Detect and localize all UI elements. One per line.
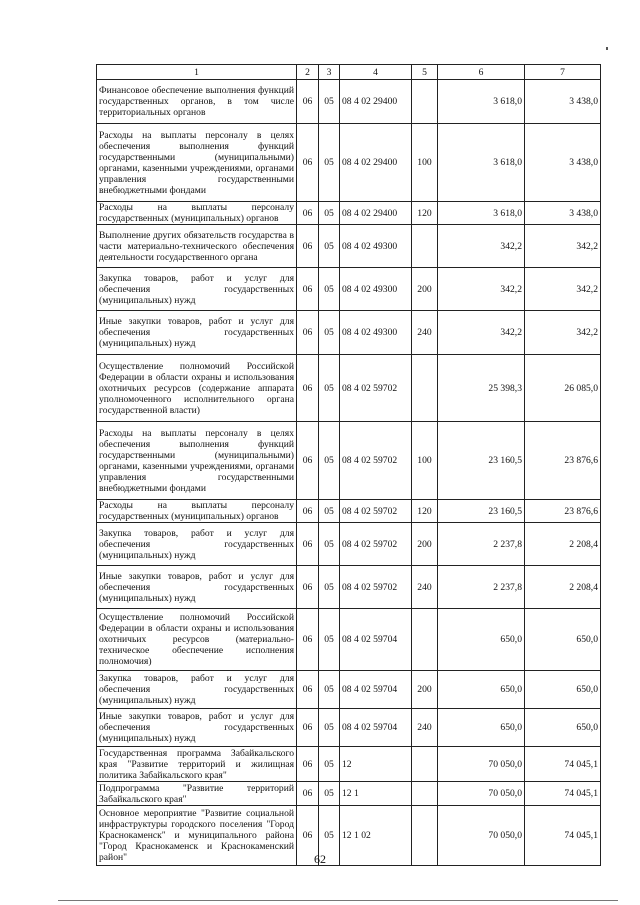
item-description: Иные закупки товаров, работ и услуг для обеспечения государственных (муниципальных) нужд [97,566,297,609]
section-code: 06 [297,671,319,709]
table-row [97,202,601,225]
subsection-code: 05 [319,202,340,225]
target-article-code: 08 4 02 49300 [340,268,412,311]
table-row [97,709,601,747]
column-header: 1 [97,65,297,80]
expense-type-code: 240 [412,566,438,609]
item-description: Расходы на выплаты персоналу в целях обеспечения выполнения функций государственными (муниципальными) органами, казенными учреждениями, органами управления государственными внебюджетными фондами [97,422,297,500]
expense-type-code: 200 [412,523,438,566]
table-row [97,609,601,671]
expense-type-code: 100 [412,124,438,202]
section-code: 06 [297,782,319,806]
target-article-code: 08 4 02 29400 [340,80,412,124]
table-row [97,566,601,609]
subsection-code: 05 [319,782,340,806]
amount-year-1: 23 160,5 [438,500,525,523]
amount-year-2: 26 085,0 [525,355,601,422]
subsection-code: 05 [319,422,340,500]
item-description: Выполнение других обязательств государства в части материально-технического обеспечения деятельности государственного органа [97,225,297,268]
amount-year-1: 2 237,8 [438,566,525,609]
amount-year-2: 3 438,0 [525,124,601,202]
target-article-code: 08 4 02 49300 [340,311,412,355]
column-header: 7 [525,65,601,80]
table-row [97,782,601,806]
amount-year-2: 342,2 [525,311,601,355]
section-code: 06 [297,225,319,268]
target-article-code: 08 4 02 29400 [340,124,412,202]
item-description: Подпрограмма "Развитие территорий Забайкальского края" [97,782,297,806]
target-article-code: 08 4 02 49300 [340,225,412,268]
table-row [97,747,601,782]
expense-type-code: 240 [412,709,438,747]
subsection-code: 05 [319,709,340,747]
expense-type-code [412,782,438,806]
item-description: Закупка товаров, работ и услуг для обеспечения государственных (муниципальных) нужд [97,523,297,566]
section-code: 06 [297,268,319,311]
expense-type-code: 120 [412,202,438,225]
item-description: Закупка товаров, работ и услуг для обеспечения государственных (муниципальных) нужд [97,671,297,709]
target-article-code: 08 4 02 59702 [340,422,412,500]
amount-year-1: 23 160,5 [438,422,525,500]
item-description: Закупка товаров, работ и услуг для обеспечения государственных (муниципальных) нужд [97,268,297,311]
expense-type-code [412,355,438,422]
amount-year-1: 25 398,3 [438,355,525,422]
expense-type-code [412,80,438,124]
target-article-code: 12 1 02 [340,806,412,866]
bottom-rule [58,900,618,901]
subsection-code: 05 [319,268,340,311]
section-code: 06 [297,609,319,671]
subsection-code: 05 [319,806,340,866]
amount-year-2: 2 208,4 [525,566,601,609]
section-code: 06 [297,523,319,566]
expense-type-code: 120 [412,500,438,523]
page-number: 62 [314,852,326,866]
item-description: Государственная программа Забайкальского края "Развитие территорий и жилищная политика Забайкальского края" [97,747,297,782]
expense-type-code: 200 [412,268,438,311]
target-article-code: 08 4 02 59704 [340,671,412,709]
amount-year-2: 74 045,1 [525,806,601,866]
item-description: Расходы на выплаты персоналу в целях обеспечения выполнения функций государственными (муниципальными) органами, казенными учреждениями, органами управления государственными внебюджетными фондами [97,124,297,202]
expense-type-code [412,225,438,268]
amount-year-1: 2 237,8 [438,523,525,566]
item-description: Финансовое обеспечение выполнения функций государственных органов, в том числе территориальных органов [97,80,297,124]
amount-year-1: 650,0 [438,671,525,709]
amount-year-2: 23 876,6 [525,500,601,523]
amount-year-1: 3 618,0 [438,124,525,202]
expense-type-code: 200 [412,671,438,709]
amount-year-2: 3 438,0 [525,202,601,225]
section-code: 06 [297,311,319,355]
table-row [97,500,601,523]
section-code: 06 [297,422,319,500]
table-row [97,355,601,422]
header-row [97,65,601,80]
item-description: Расходы на выплаты персоналу государственных (муниципальных) органов [97,202,297,225]
section-code: 06 [297,500,319,523]
column-header: 5 [412,65,438,80]
column-header: 3 [319,65,340,80]
target-article-code: 08 4 02 59704 [340,709,412,747]
item-description: Осуществление полномочий Российской Федерации в области охраны и использования охотничьих ресурсов (содержание аппарата уполномоченного исполнительного органа государственной власти) [97,355,297,422]
amount-year-2: 650,0 [525,671,601,709]
target-article-code: 12 [340,747,412,782]
expense-type-code: 100 [412,422,438,500]
section-code: 06 [297,806,319,866]
target-article-code: 08 4 02 59702 [340,355,412,422]
amount-year-2: 74 045,1 [525,782,601,806]
amount-year-2: 342,2 [525,268,601,311]
subsection-code: 05 [319,124,340,202]
subsection-code: 05 [319,355,340,422]
subsection-code: 05 [319,609,340,671]
target-article-code: 12 1 [340,782,412,806]
amount-year-1: 342,2 [438,268,525,311]
section-code: 06 [297,747,319,782]
subsection-code: 05 [319,311,340,355]
subsection-code: 05 [319,80,340,124]
amount-year-1: 342,2 [438,311,525,355]
amount-year-2: 74 045,1 [525,747,601,782]
amount-year-2: 650,0 [525,709,601,747]
amount-year-1: 70 050,0 [438,782,525,806]
table-row [97,225,601,268]
amount-year-2: 23 876,6 [525,422,601,500]
subsection-code: 05 [319,747,340,782]
scan-mark [606,47,608,50]
section-code: 06 [297,80,319,124]
section-code: 06 [297,124,319,202]
amount-year-2: 3 438,0 [525,80,601,124]
subsection-code: 05 [319,523,340,566]
amount-year-2: 342,2 [525,225,601,268]
item-description: Осуществление полномочий Российской Федерации в области охраны и использования охотничьих ресурсов (материально-техническое обеспечение исполнения полномочия) [97,609,297,671]
item-description: Расходы на выплаты персоналу государственных (муниципальных) органов [97,500,297,523]
amount-year-2: 2 208,4 [525,523,601,566]
subsection-code: 05 [319,500,340,523]
section-code: 06 [297,202,319,225]
target-article-code: 08 4 02 29400 [340,202,412,225]
amount-year-1: 650,0 [438,709,525,747]
subsection-code: 05 [319,566,340,609]
section-code: 06 [297,709,319,747]
budget-table [96,64,601,866]
section-code: 06 [297,355,319,422]
column-header: 6 [438,65,525,80]
table-row [97,268,601,311]
table-row [97,124,601,202]
amount-year-1: 70 050,0 [438,747,525,782]
subsection-code: 05 [319,671,340,709]
expense-type-code [412,747,438,782]
table-row [97,80,601,124]
amount-year-1: 3 618,0 [438,202,525,225]
amount-year-2: 650,0 [525,609,601,671]
item-description: Иные закупки товаров, работ и услуг для обеспечения государственных (муниципальных) нужд [97,311,297,355]
expense-type-code: 240 [412,311,438,355]
column-header: 4 [340,65,412,80]
target-article-code: 08 4 02 59702 [340,566,412,609]
expense-type-code [412,609,438,671]
amount-year-1: 3 618,0 [438,80,525,124]
subsection-code: 05 [319,225,340,268]
table-row [97,422,601,500]
table-row [97,311,601,355]
table-row [97,671,601,709]
target-article-code: 08 4 02 59704 [340,609,412,671]
item-description: Основное мероприятие "Развитие социальной инфраструктуры городского поселения "Город Краснокаменск" и муниципального района "Город Краснокаменск и Краснокаменский район" [97,806,297,866]
section-code: 06 [297,566,319,609]
item-description: Иные закупки товаров, работ и услуг для обеспечения государственных (муниципальных) нужд [97,709,297,747]
amount-year-1: 70 050,0 [438,806,525,866]
target-article-code: 08 4 02 59702 [340,500,412,523]
column-header: 2 [297,65,319,80]
target-article-code: 08 4 02 59702 [340,523,412,566]
table-row [97,523,601,566]
amount-year-1: 342,2 [438,225,525,268]
amount-year-1: 650,0 [438,609,525,671]
